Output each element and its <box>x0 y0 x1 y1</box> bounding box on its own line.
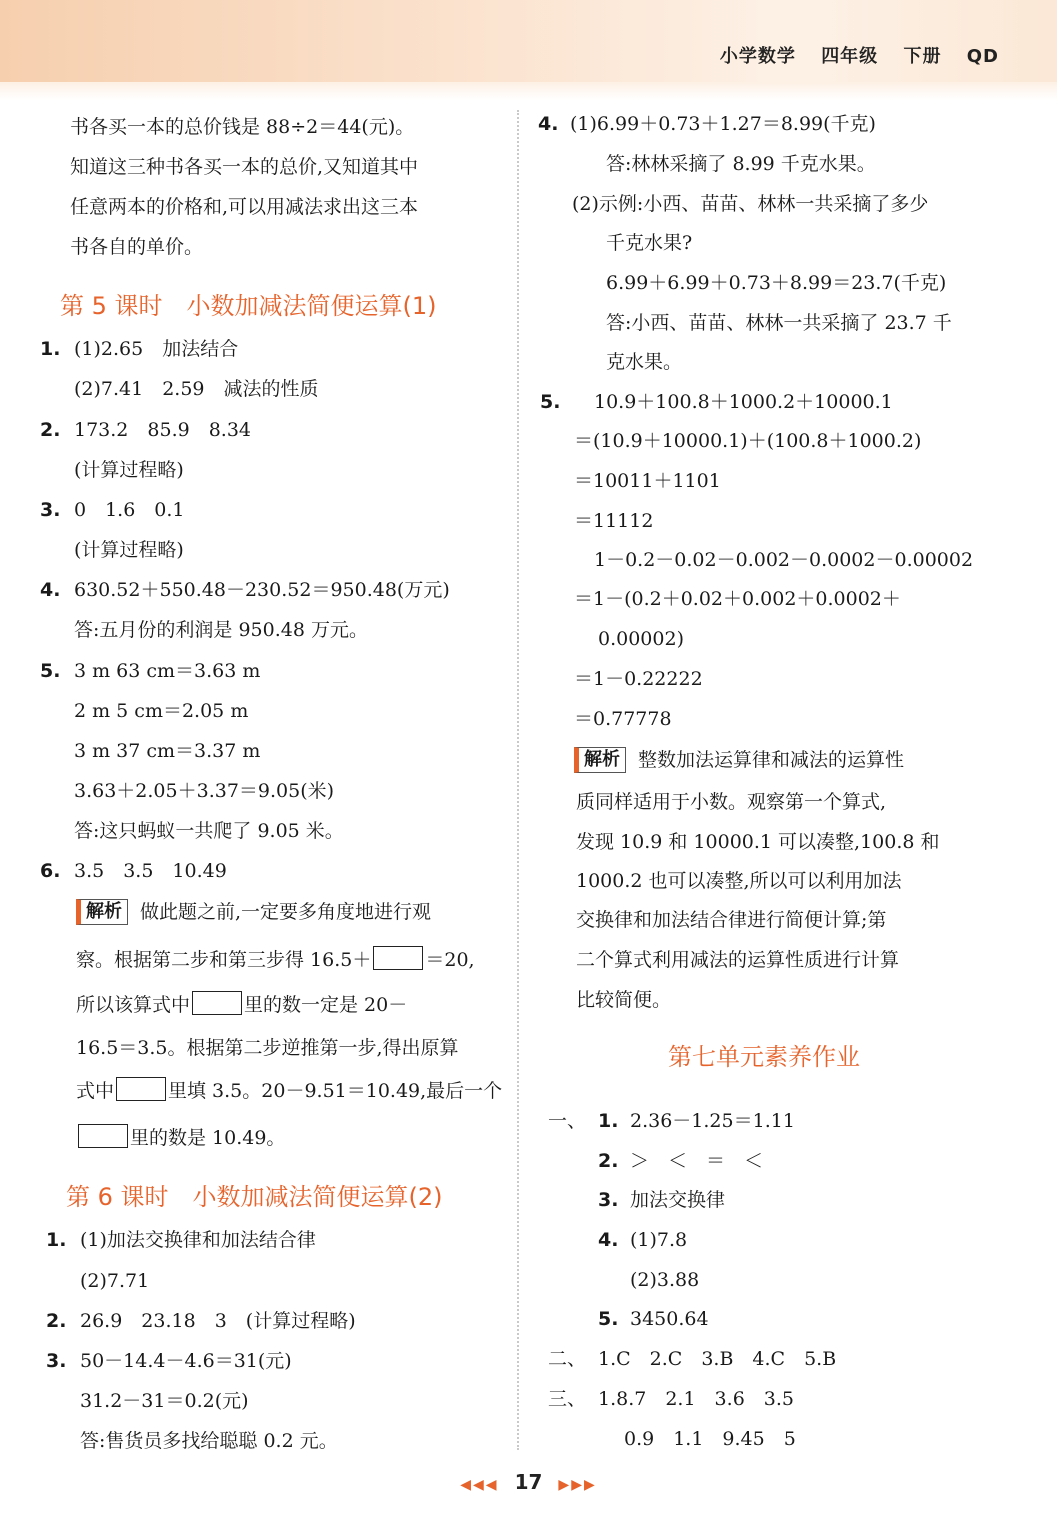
intro-line: 书各买一本的总价钱是 88÷2＝44(元)。 <box>70 116 415 138</box>
item-number: 4. <box>40 579 61 601</box>
blank-box <box>192 991 242 1015</box>
analysis-text: 所以该算式中 <box>76 994 191 1016</box>
answer-line: 31.2－31＝0.2(元) <box>80 1390 249 1412</box>
item-number: 1. <box>40 338 61 360</box>
analysis-text: 里的数一定是 20－ <box>244 994 408 1016</box>
item-number: 3. <box>40 499 61 521</box>
answer-line: 答:小西、苗苗、林林一共采摘了 23.7 千 <box>606 312 952 334</box>
answer-line: 答:这只蚂蚁一共爬了 9.05 米。 <box>74 820 344 842</box>
page-number: 17 <box>514 1470 543 1494</box>
item-number: 2. <box>46 1310 67 1332</box>
calc-line: 10.9＋100.8＋1000.2＋10000.1 <box>594 391 893 413</box>
item-number: 5. <box>540 391 561 413</box>
part-label: 二、 <box>548 1348 587 1370</box>
lesson6-title: 第 6 课时 小数加减法简便运算(2) <box>66 1183 443 1211</box>
analysis-line: 发现 10.9 和 10000.1 可以凑整,100.8 和 <box>576 831 940 853</box>
answer-line: (2)3.88 <box>630 1269 700 1291</box>
part-label: 一、 <box>548 1110 587 1132</box>
answer-line: (1)7.8 <box>630 1229 688 1251</box>
calc-line: 1－0.2－0.02－0.002－0.0002－0.00002 <box>594 549 974 571</box>
answer-line: 0 1.6 0.1 <box>74 499 185 521</box>
prev-arrows-icon: ◀◀◀ <box>460 1477 499 1493</box>
page-footer <box>0 1470 1057 1494</box>
answer-line: 0.9 1.1 9.45 5 <box>624 1428 796 1450</box>
analysis-line: 交换律和加法结合律进行简便计算;第 <box>576 909 887 931</box>
answer-line: 克水果。 <box>606 351 683 373</box>
answer-line: 6.99＋6.99＋0.73＋8.99＝23.7(千克) <box>606 272 947 294</box>
analysis-line: 1000.2 也可以凑整,所以可以利用加法 <box>576 870 902 892</box>
answer-line: (2)示例:小西、苗苗、林林一共采摘了多少 <box>572 193 929 215</box>
answer-line: (1)2.65 加法结合 <box>74 338 239 360</box>
item-number: 2. <box>40 419 61 441</box>
analysis-text: 式中 <box>76 1080 115 1102</box>
analysis-line <box>574 747 904 773</box>
analysis-text: 察。根据第二步和第三步得 16.5＋ <box>76 949 372 971</box>
item-number: 1. <box>598 1110 619 1132</box>
column-divider <box>517 110 519 1450</box>
calc-line: ＝1－(0.2＋0.02＋0.002＋0.0002＋ <box>574 588 901 610</box>
intro-line: 书各自的单价。 <box>70 236 204 258</box>
item-number: 3. <box>46 1350 67 1372</box>
answer-line: 2.36－1.25＝1.11 <box>630 1110 795 1132</box>
answer-line: ＞ ＜ ＝ ＜ <box>630 1150 764 1172</box>
answer-line: 1.C 2.C 3.B 4.C 5.B <box>598 1348 837 1370</box>
analysis-text: 做此题之前,一定要多角度地进行观 <box>140 901 432 923</box>
answer-line: 答:售货员多找给聪聪 0.2 元。 <box>80 1430 338 1452</box>
header-grade: 四年级 <box>821 46 879 67</box>
answer-line: 2 m 5 cm＝2.05 m <box>74 700 249 722</box>
answer-line: (1)6.99＋0.73＋1.27＝8.99(千克) <box>570 113 876 135</box>
answer-line: 加法交换律 <box>630 1189 726 1211</box>
analysis-text: 里填 3.5。20－9.51＝10.49,最后一个 <box>168 1080 503 1102</box>
calc-line: 0.00002) <box>598 628 684 650</box>
analysis-line <box>76 946 475 973</box>
item-number: 6. <box>40 860 61 882</box>
answer-line: 千克水果? <box>606 232 693 254</box>
analysis-line <box>76 899 431 925</box>
calc-line: ＝10011＋1101 <box>574 470 721 492</box>
lesson5-title: 第 5 课时 小数加减法简便运算(1) <box>60 292 437 320</box>
analysis-line: 二个算式利用减法的运算性质进行计算 <box>576 949 900 971</box>
answer-line: 26.9 23.18 3 (计算过程略) <box>80 1310 356 1332</box>
item-number: 5. <box>40 660 61 682</box>
answer-line: 50－14.4－4.6＝31(元) <box>80 1350 292 1372</box>
item-number: 4. <box>598 1229 619 1251</box>
item-number: 5. <box>598 1308 619 1330</box>
answer-line: (2)7.71 <box>80 1270 150 1292</box>
analysis-line <box>76 1124 285 1151</box>
analysis-text: 里的数是 10.49。 <box>130 1127 286 1149</box>
analysis-line: 质同样适用于小数。观察第一个算式, <box>576 791 887 813</box>
header-subject: 小学数学 <box>719 46 796 67</box>
page-header <box>702 42 999 68</box>
calc-line: ＝0.77778 <box>574 708 672 730</box>
answer-line: 答:五月份的利润是 950.48 万元。 <box>74 619 368 641</box>
answer-line: 3 m 63 cm＝3.63 m <box>74 660 261 682</box>
next-arrows-icon: ▶▶▶ <box>558 1477 597 1493</box>
answer-line: (计算过程略) <box>74 539 184 561</box>
answer-line: 3 m 37 cm＝3.37 m <box>74 740 261 762</box>
header-fade <box>0 82 1057 100</box>
header-band <box>0 0 1057 82</box>
header-edition: QD <box>966 46 999 67</box>
analysis-tag: 解析 <box>76 899 128 925</box>
header-term: 下册 <box>903 46 942 67</box>
answer-line: 173.2 85.9 8.34 <box>74 419 252 441</box>
answer-line: 3.63＋2.05＋3.37＝9.05(米) <box>74 780 335 802</box>
answer-line: 630.52＋550.48－230.52＝950.48(万元) <box>74 579 450 601</box>
part-label: 三、 <box>548 1388 587 1410</box>
analysis-line <box>76 991 407 1018</box>
analysis-line: 比较简便。 <box>576 989 672 1011</box>
blank-box <box>373 946 423 970</box>
calc-line: ＝11112 <box>574 510 654 532</box>
item-number: 4. <box>538 113 559 135</box>
analysis-tag: 解析 <box>574 747 626 773</box>
answer-line: (2)7.41 2.59 减法的性质 <box>74 378 319 400</box>
calc-line: ＝1－0.22222 <box>574 668 703 690</box>
answer-line: 3.5 3.5 10.49 <box>74 860 227 882</box>
analysis-line <box>76 1077 502 1104</box>
unit7-title: 第七单元素养作业 <box>668 1043 860 1071</box>
analysis-text: 整数加法运算律和减法的运算性 <box>638 749 905 771</box>
analysis-text: ＝20, <box>425 949 475 971</box>
intro-line: 知道这三种书各买一本的总价,又知道其中 <box>70 156 419 178</box>
answer-line: 1.8.7 2.1 3.6 3.5 <box>598 1388 794 1410</box>
analysis-line: 16.5＝3.5。根据第二步逆推第一步,得出原算 <box>76 1037 459 1059</box>
calc-line: ＝(10.9＋10000.1)＋(100.8＋1000.2) <box>574 430 922 452</box>
answer-line: 3450.64 <box>630 1308 709 1330</box>
blank-box <box>78 1124 128 1148</box>
item-number: 1. <box>46 1229 67 1251</box>
blank-box <box>116 1077 166 1101</box>
item-number: 2. <box>598 1150 619 1172</box>
answer-line: 答:林林采摘了 8.99 千克水果。 <box>606 153 876 175</box>
answer-line: (计算过程略) <box>74 459 184 481</box>
answer-line: (1)加法交换律和加法结合律 <box>80 1229 316 1251</box>
intro-line: 任意两本的价格和,可以用减法求出这三本 <box>70 196 419 218</box>
item-number: 3. <box>598 1189 619 1211</box>
